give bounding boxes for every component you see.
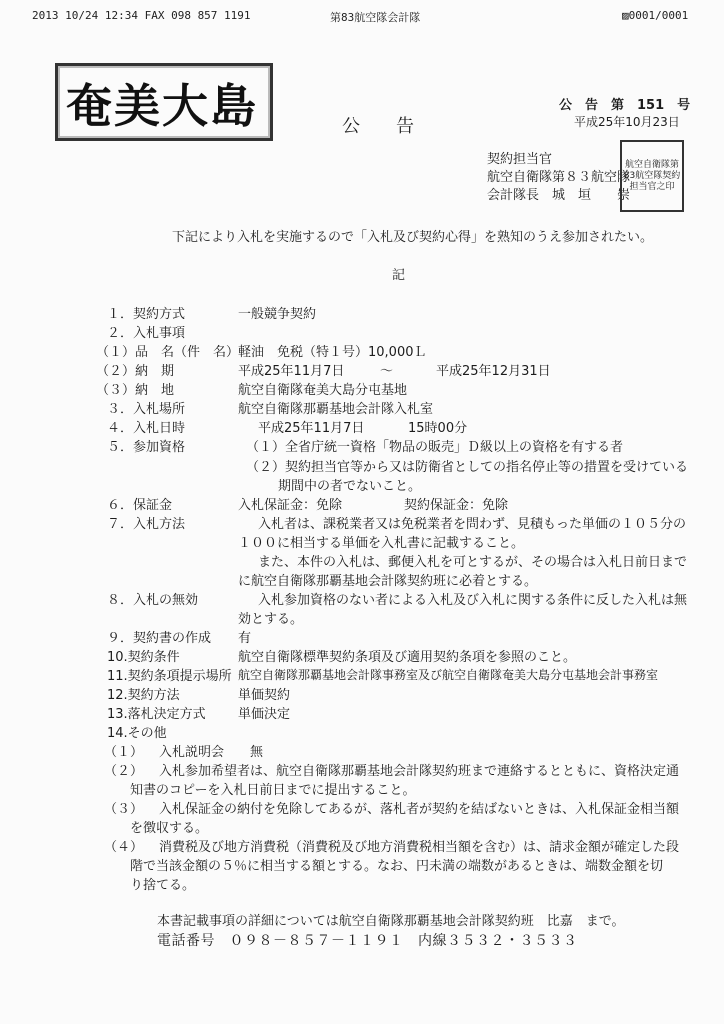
item-4-date: 平成25年11月7日	[258, 421, 365, 436]
item-8-line-2: 効とする。	[238, 612, 304, 627]
item-7-line-3: また、本件の入札は、郵便入札を可とするが、その場合は入札日前日まで	[258, 555, 688, 570]
item-10-value: 航空自衛隊標準契約条項及び適用契約条項を参照のこと。	[238, 650, 577, 665]
item-9-value: 有	[238, 631, 252, 646]
other-3-line-1: 入札保証金の納付を免除してあるが、落札者が契約を結ばないときは、入札保証金相当額	[159, 802, 680, 817]
issuer-line-3: 会計隊長 城 垣 崇	[487, 188, 631, 203]
item-2-2-label: （２）納 期	[96, 364, 175, 379]
item-3-label: ３．入札場所	[107, 402, 186, 417]
other-2-line-1: 入札参加希望者は、航空自衛隊那覇基地会計隊契約班まで連絡するとともに、資格決定通	[159, 764, 680, 779]
item-5-value-2a: （２）契約担当官等から又は防衛省としての指名停止等の措置を受けている	[246, 460, 689, 475]
seal-text: 航空自衛隊第83航空隊契約担当官之印	[623, 159, 681, 192]
item-1-label: １．契約方式	[107, 307, 186, 322]
notice-date: 平成25年10月23日	[574, 115, 680, 129]
issuer-line-1: 契約担当官	[487, 152, 553, 167]
item-2-2-from: 平成25年11月7日	[238, 364, 345, 379]
item-3-value: 航空自衛隊那覇基地会計隊入札室	[238, 402, 434, 417]
footer-contact-line: 本書記載事項の詳細については航空自衛隊那覇基地会計隊契約班 比嘉 まで。	[157, 914, 625, 929]
fax-datetime-number: 2013 10/24 12:34 FAX 098 857 1191	[32, 9, 251, 22]
item-2-3-label: （３）納 地	[96, 383, 175, 398]
item-13-value: 単価決定	[238, 707, 291, 722]
other-1-num: （１）	[104, 745, 144, 760]
other-2-num: （２）	[104, 764, 144, 779]
item-4-label: ４．入札日時	[107, 421, 186, 436]
item-5-value-2b: 期間中の者でないこと。	[278, 479, 422, 494]
other-4-line-3: り捨てる。	[130, 878, 196, 893]
notice-number: 公 告 第 151 号	[559, 98, 691, 113]
footer-phone-line: 電話番号 ０９８－８５７－１１９１ 内線３５３２・３５３３	[157, 933, 578, 949]
fax-page-count: ▨0001/0001	[622, 9, 689, 22]
intro-text: 下記により入札を実施するので「入札及び契約心得」を熟知のうえ参加されたい。	[172, 230, 654, 245]
item-7-line-1: 入札者は、課税業者又は免税業者を問わず、見積もった単価の１０５分の	[258, 517, 686, 532]
other-3-num: （３）	[104, 802, 144, 817]
item-2-1-label: （１）品 名（件 名）	[96, 345, 240, 360]
other-4-line-1: 消費税及び地方消費税（消費税及び地方消費税相当額を含む）は、請求金額が確定した段	[159, 840, 680, 855]
item-7-line-2: １００に相当する単価を入札書に記載すること。	[238, 536, 525, 551]
item-2-label: ２．入札事項	[107, 326, 186, 341]
item-10-label: 10.契約条件	[107, 650, 180, 665]
item-5-value-1: （１）全省庁統一資格「物品の販売」Ｄ級以上の資格を有する者	[246, 440, 624, 455]
item-6-value-1: 入札保証金：免除	[238, 498, 343, 513]
item-5-label: ５．参加資格	[107, 440, 186, 455]
ki-heading: 記	[392, 268, 406, 283]
item-6-value-2: 契約保証金：免除	[404, 498, 509, 513]
location-stamp-title: 奄美大島	[66, 79, 258, 133]
other-3-line-2: を徴収する。	[130, 821, 209, 836]
item-2-3-value: 航空自衛隊奄美大島分屯基地	[238, 383, 408, 398]
notice-title: 公 告	[342, 116, 414, 137]
item-2-1-value: 軽油 免税（特１号）10,000Ｌ	[238, 345, 427, 360]
item-2-2-to: 平成25年12月31日	[436, 364, 551, 379]
other-1-text: 入札説明会 無	[159, 745, 264, 760]
item-8-line-1: 入札参加資格のない者による入札及び入札に関する条件に反した入札は無	[258, 593, 688, 608]
other-4-line-2: 階で当該金額の５％に相当する額とする。なお、円未満の端数があるときは、端数金額を切	[130, 859, 664, 874]
item-4-time: 15時00分	[408, 421, 468, 436]
item-2-2-tilde: ～	[380, 364, 394, 379]
official-seal	[620, 140, 684, 212]
item-12-value: 単価契約	[238, 688, 291, 703]
item-11-label: 11.契約条項提示場所	[107, 669, 232, 684]
item-7-label: ７．入札方法	[107, 517, 186, 532]
item-1-value: 一般競争契約	[238, 307, 317, 322]
item-9-label: ９．契約書の作成	[107, 631, 212, 646]
other-4-num: （４）	[104, 840, 144, 855]
other-2-line-2: 知書のコピーを入札日前日までに提出すること。	[130, 783, 416, 798]
item-6-label: ６．保証金	[107, 498, 173, 513]
item-12-label: 12.契約方法	[107, 688, 180, 703]
item-7-line-4: に航空自衛隊那覇基地会計隊契約班に必着とする。	[238, 574, 538, 589]
item-13-label: 13.落札決定方式	[107, 707, 206, 722]
item-8-label: ８．入札の無効	[107, 593, 199, 608]
item-11-value: 航空自衛隊那覇基地会計隊事務室及び航空自衛隊奄美大島分屯基地会計事務室	[238, 668, 659, 682]
issuer-line-2: 航空自衛隊第８３航空隊	[487, 170, 631, 185]
item-14-label: 14.その他	[107, 726, 167, 741]
fax-sender: 第83航空隊会計隊	[330, 11, 421, 24]
